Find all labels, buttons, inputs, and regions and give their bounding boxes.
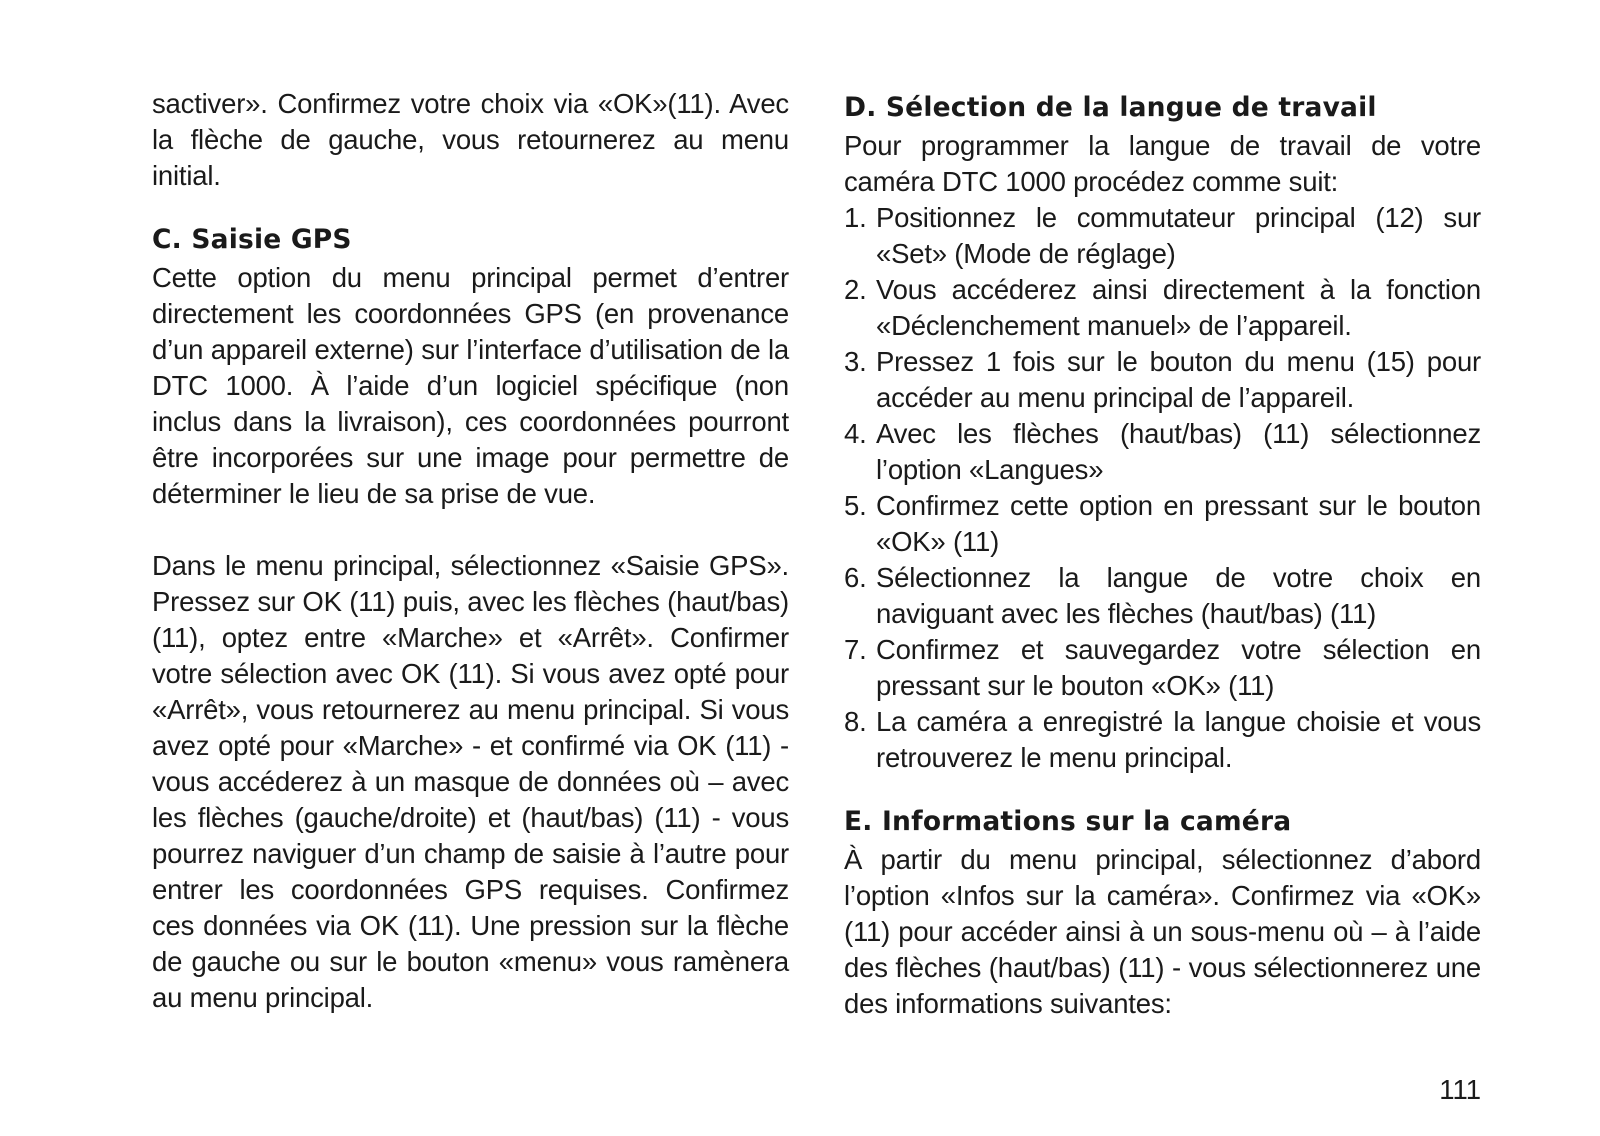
right-column (844, 86, 1481, 1022)
section-d-heading: D. Sélection de la langue de travail (844, 92, 1377, 123)
section-d-intro: Pour programmer la langue de travail de votre caméra DTC 1000 procédez comme suit: (844, 130, 1481, 197)
language-steps-list (844, 200, 1481, 776)
step-number: 8. (844, 706, 867, 737)
list-item (844, 632, 1481, 704)
step-text: Confirmez et sauvegardez votre sélection en pressant sur le bouton «OK» (11) (876, 634, 1481, 701)
step-number: 5. (844, 490, 867, 521)
list-item (844, 200, 1481, 272)
step-text: Avec les flèches (haut/bas) (11) sélectionnez l’option «Langues» (876, 418, 1481, 485)
list-item (844, 416, 1481, 488)
step-number: 1. (844, 202, 867, 233)
step-number: 4. (844, 418, 867, 449)
step-number: 7. (844, 634, 867, 665)
page-number: 111 (1439, 1074, 1481, 1105)
step-number: 2. (844, 274, 867, 305)
list-item (844, 704, 1481, 776)
section-e-paragraph: À partir du menu principal, sélectionnez d’abord l’option «Infos sur la caméra». Confirmez via «OK» (11) pour accéder ainsi à un sous-menu où – à l’aide des flèches (haut/bas) (11) - vous sélectionnerez une des informations suivantes: (844, 844, 1481, 1019)
list-item (844, 488, 1481, 560)
intro-continuation: sactiver». Confirmez votre choix via «OK»(11). Avec la flèche de gauche, vous retournerez au menu initial. (152, 88, 789, 191)
step-number: 6. (844, 562, 867, 593)
step-number: 3. (844, 346, 867, 377)
left-column (152, 86, 789, 1016)
section-e-heading: E. Informations sur la caméra (844, 806, 1292, 837)
section-c-paragraph-2: Dans le menu principal, sélectionnez «Saisie GPS». Pressez sur OK (11) puis, avec les flèches (haut/bas) (11), optez entre «Marche» et «Arrêt». Confirmer votre sélection avec OK (11). Si vous avez opté pour «Arrêt», vous retournerez au menu principal. Si vous avez opté pour «Marche» - et confirmé via OK (11) - vous accéderez à un masque de données où – avec les flèches (gauche/droite) et (haut/bas) (11) - vous pourrez naviguer d’un champ de saisie à l’autre pour entrer les coordonnées GPS requises. Confirmez ces données via OK (11). Une pression sur la flèche de gauche ou sur le bouton «menu» vous ramènera au menu principal. (152, 550, 789, 1013)
step-text: Pressez 1 fois sur le bouton du menu (15) pour accéder au menu principal de l’appareil. (876, 346, 1481, 413)
list-item (844, 272, 1481, 344)
step-text: Vous accéderez ainsi directement à la fonction «Déclenchement manuel» de l’appareil. (876, 274, 1481, 341)
section-c-heading: C. Saisie GPS (152, 224, 352, 255)
step-text: La caméra a enregistré la langue choisie et vous retrouverez le menu principal. (876, 706, 1481, 773)
section-c-paragraph-1: Cette option du menu principal permet d’entrer directement les coordonnées GPS (en provenance d’un appareil externe) sur l’interface d’utilisation de la DTC 1000. À l’aide d’un logiciel spécifique (non inclus dans la livraison), ces coordonnées pourront être incorporées sur une image pour permettre de déterminer le lieu de sa prise de vue. (152, 262, 789, 509)
list-item (844, 560, 1481, 632)
step-text: Confirmez cette option en pressant sur le bouton «OK» (11) (876, 490, 1481, 557)
list-item (844, 344, 1481, 416)
step-text: Sélectionnez la langue de votre choix en naviguant avec les flèches (haut/bas) (11) (876, 562, 1481, 629)
step-text: Positionnez le commutateur principal (12) sur «Set» (Mode de réglage) (876, 202, 1481, 269)
